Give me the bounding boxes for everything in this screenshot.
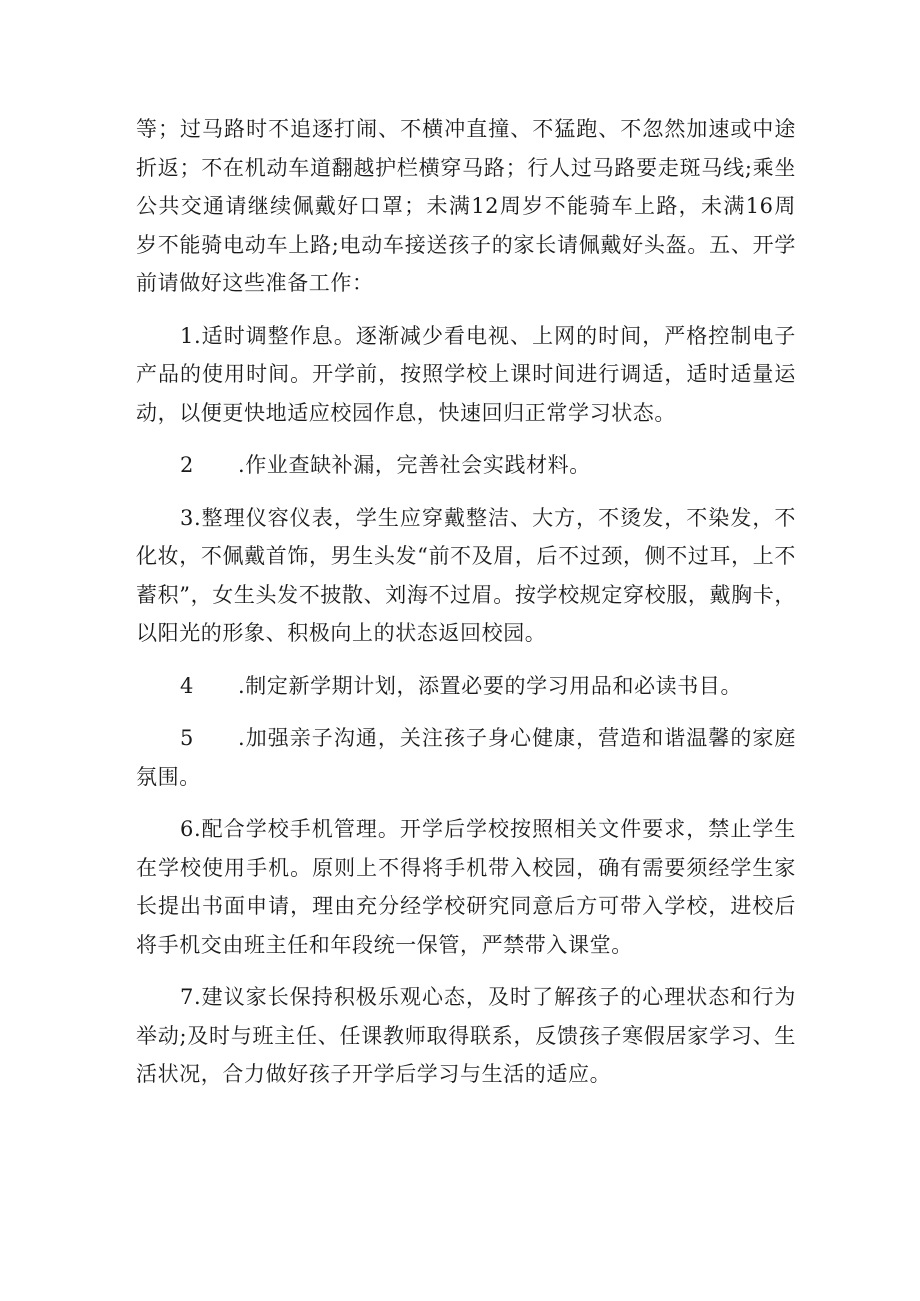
paragraph-item-4	[136, 667, 796, 706]
item-number: 2	[180, 453, 194, 477]
paragraph-item-7: 7.建议家长保持积极乐观心态，及时了解孩子的心理状态和行为举动;及时与班主任、任课教师取得联系，反馈孩子寒假居家学习、生活状况，合力做好孩子开学后学习与生活的适应。	[136, 985, 796, 1086]
paragraph-item-1: 1.适时调整作息。逐渐减少看电视、上网的时间，严格控制电子产品的使用时间。开学前，按照学校上课时间进行调适，适时适量运动，以便更快地适应校园作息，快速回归正常学习状态。	[136, 323, 796, 425]
document-page	[136, 110, 796, 1094]
paragraph-item-5	[136, 719, 796, 796]
item-number: 4	[180, 673, 194, 698]
item-text: .加强亲子沟通，关注孩子身心健康，营造和谐温馨的家庭氛围。	[136, 726, 796, 789]
paragraph-item-2	[136, 446, 796, 485]
item-number: 5	[180, 726, 194, 750]
paragraph-item-3: 3.整理仪容仪表，学生应穿戴整洁、大方，不烫发，不染发，不化妆，不佩戴首饰，男生头发“前不及眉，后不过颈，侧不过耳，上不蓄积”，女生头发不披散、刘海不过眉。按学校规定穿校服，戴胸卡，以阳光的形象、积极向上的状态返回校园。	[136, 505, 796, 645]
item-text: .作业查缺补漏，完善社会实践材料。	[238, 453, 591, 477]
paragraph-traffic-safety: 等；过马路时不追逐打闹、不横冲直撞、不猛跑、不忽然加速或中途折返；不在机动车道翻越护栏横穿马路；行人过马路要走斑马线;乘坐公共交通请继续佩戴好口罩；未满12周岁不能骑车上路，未满16周岁不能骑电动车上路;电动车接送孩子的家长请佩戴好头盔。五、开学前请做好这些准备工作：	[136, 117, 796, 295]
paragraph-item-6: 6.配合学校手机管理。开学后学校按照相关文件要求，禁止学生在学校使用手机。原则上不得将手机带入校园，确有需要须经学生家长提出书面申请，理由充分经学校研究同意后方可带入学校，进校后将手机交由班主任和年段统一保管，严禁带入课堂。	[136, 817, 796, 957]
item-text: .制定新学期计划，添置必要的学习用品和必读书目。	[238, 673, 743, 698]
